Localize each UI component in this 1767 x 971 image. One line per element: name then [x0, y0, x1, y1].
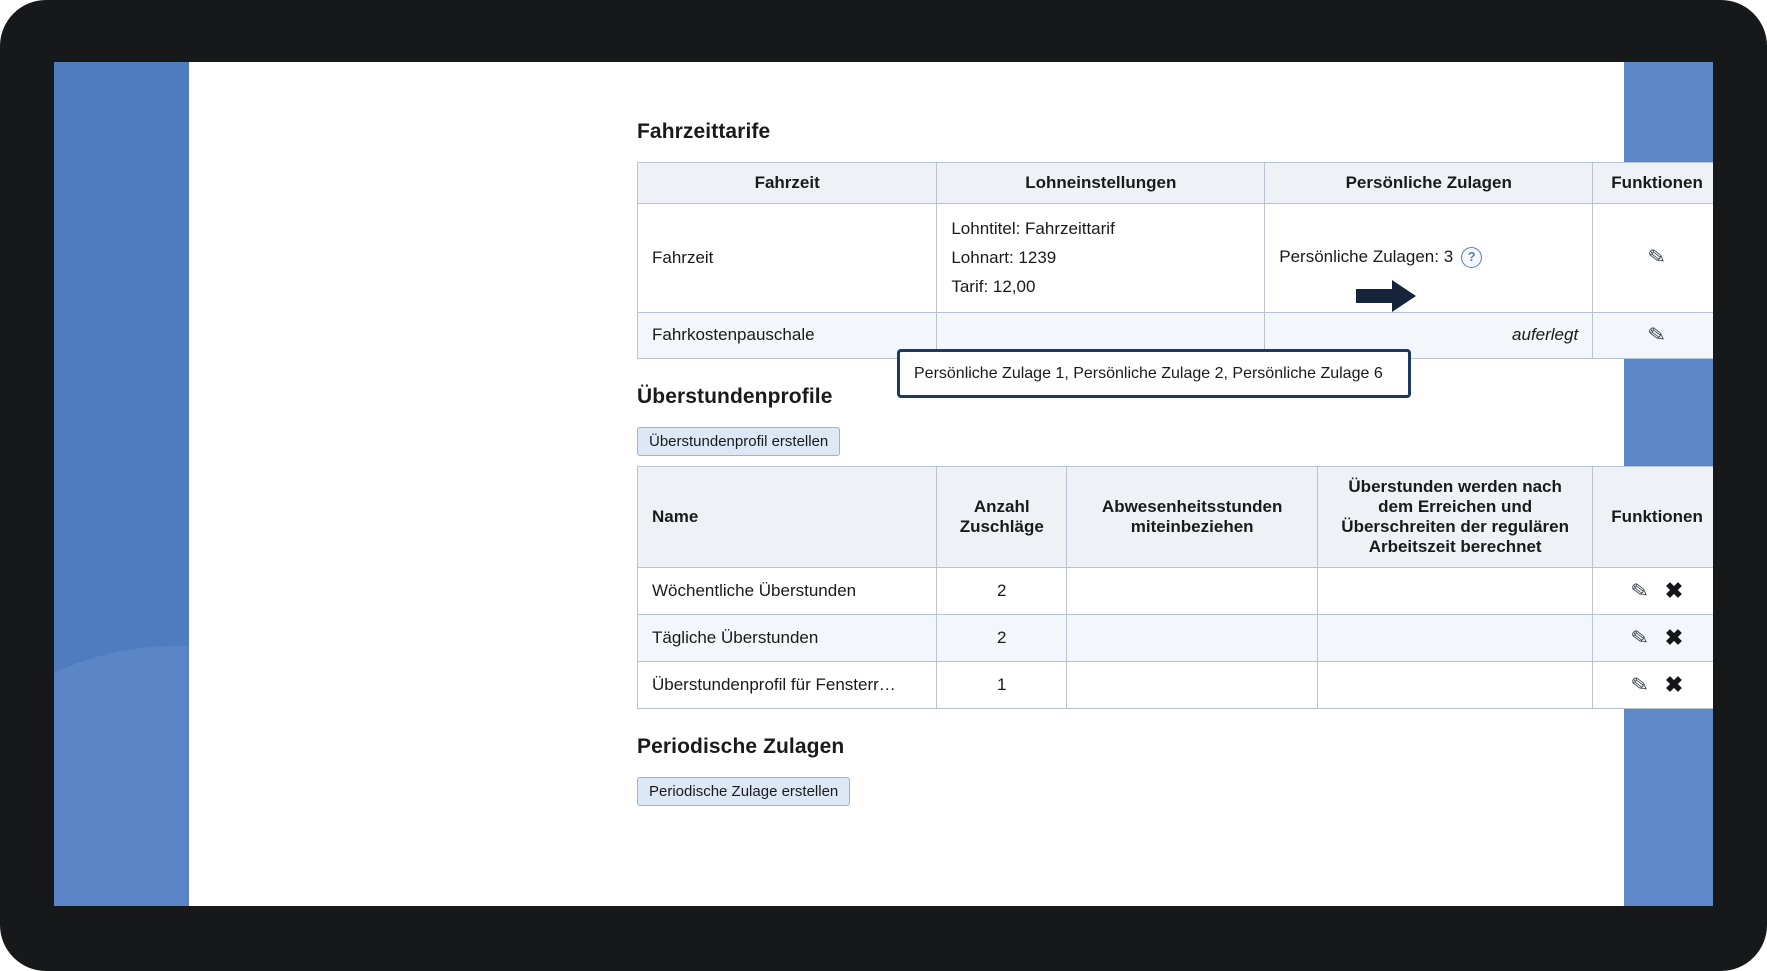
cell-berechnungsregel	[1318, 614, 1593, 661]
column-header-funktionen: Funktionen	[1593, 163, 1713, 204]
question-mark-icon[interactable]: ?	[1461, 247, 1482, 268]
table-row	[638, 614, 1714, 661]
cell-profil-name: Wöchentliche Überstunden	[638, 567, 937, 614]
column-header-funktionen: Funktionen	[1593, 466, 1713, 567]
pencil-icon[interactable]: ✎	[1646, 245, 1668, 271]
page-title-periodische-zulagen: Periodische Zulagen	[637, 734, 845, 758]
cell-abwesenheitsstunden	[1067, 567, 1318, 614]
table-fahrzeittarife	[637, 162, 1713, 359]
tooltip-text: Persönliche Zulage 1, Persönliche Zulage 2, Persönliche Zulage 6	[914, 365, 1383, 382]
cell-persoenliche-zulagen	[1265, 204, 1593, 313]
cell-profil-name: Tägliche Überstunden	[638, 614, 937, 661]
cell-berechnungsregel	[1318, 661, 1593, 708]
column-header-lohneinstellungen: Lohneinstellungen	[937, 163, 1265, 204]
cell-persoenliche-zulagen: auferlegt	[1265, 312, 1593, 358]
tarif-line: Tarif: 12,00	[951, 277, 1036, 297]
create-ueberstundenprofil-button[interactable]: Überstundenprofil erstellen	[637, 427, 840, 456]
cell-fahrzeit-name: Fahrkostenpauschale	[638, 312, 937, 358]
column-header-persoenliche-zulagen: Persönliche Zulagen	[1265, 163, 1593, 204]
column-header-abwesenheitsstunden: Abwesenheitsstunden miteinbeziehen	[1067, 466, 1318, 567]
cell-berechnungsregel	[1318, 567, 1593, 614]
cell-funktionen	[1593, 204, 1713, 313]
cell-abwesenheitsstunden	[1067, 661, 1318, 708]
pencil-icon[interactable]: ✎	[1629, 672, 1651, 698]
table-row	[638, 567, 1714, 614]
lohntitel-line: Lohntitel: Fahrzeittarif	[951, 219, 1115, 238]
cell-anzahl-zuschlaege: 2	[937, 567, 1067, 614]
lohnart-line: Lohnart: 1239	[951, 248, 1057, 268]
table-row	[638, 204, 1714, 313]
table-row	[638, 661, 1714, 708]
table-header-row	[638, 466, 1714, 567]
tooltip-persoenliche-zulagen	[897, 349, 1411, 398]
cell-funktionen	[1593, 614, 1713, 661]
table-ueberstundenprofile	[637, 466, 1713, 709]
page-title-ueberstundenprofile: Überstundenprofile	[637, 384, 833, 408]
page-title-fahrzeittarife: Fahrzeittarife	[637, 120, 771, 143]
pencil-icon[interactable]: ✎	[1629, 625, 1651, 651]
table-header-row	[638, 163, 1714, 204]
column-header-berechnungsregel: Überstunden werden nach dem Erreichen und Überschreiten der regulären Arbeitszeit berechnet	[1318, 466, 1593, 567]
cell-profil-name	[638, 661, 937, 708]
cell-lohneinstellungen	[937, 204, 1265, 313]
pencil-icon[interactable]: ✎	[1629, 578, 1651, 604]
delete-x-icon[interactable]: ✖	[1664, 577, 1684, 603]
sidebar	[189, 62, 442, 906]
column-header-fahrzeit: Fahrzeit	[638, 163, 937, 204]
cell-funktionen	[1593, 312, 1713, 358]
delete-x-icon[interactable]: ✖	[1664, 624, 1684, 650]
main-content	[441, 62, 1703, 906]
cell-funktionen	[1593, 661, 1713, 708]
cell-abwesenheitsstunden	[1067, 614, 1318, 661]
delete-x-icon[interactable]: ✖	[1664, 671, 1684, 697]
profil-name-text: Überstundenprofil für Fensterr…	[652, 674, 896, 694]
cell-funktionen	[1593, 567, 1713, 614]
pencil-icon[interactable]: ✎	[1646, 322, 1668, 348]
persoenliche-zulagen-value: Persönliche Zulagen: 3	[1279, 247, 1454, 267]
cell-anzahl-zuschlaege: 1	[937, 661, 1067, 708]
column-header-anzahl-zuschlaege: Anzahl Zuschläge	[937, 466, 1067, 567]
cell-anzahl-zuschlaege: 2	[937, 614, 1067, 661]
create-periodische-zulage-button[interactable]: Periodische Zulage erstellen	[637, 777, 850, 806]
device-screen	[54, 62, 1713, 906]
app-window	[189, 62, 1703, 906]
cell-fahrzeit-name: Fahrzeit	[638, 204, 937, 313]
column-header-name: Name	[638, 466, 937, 567]
